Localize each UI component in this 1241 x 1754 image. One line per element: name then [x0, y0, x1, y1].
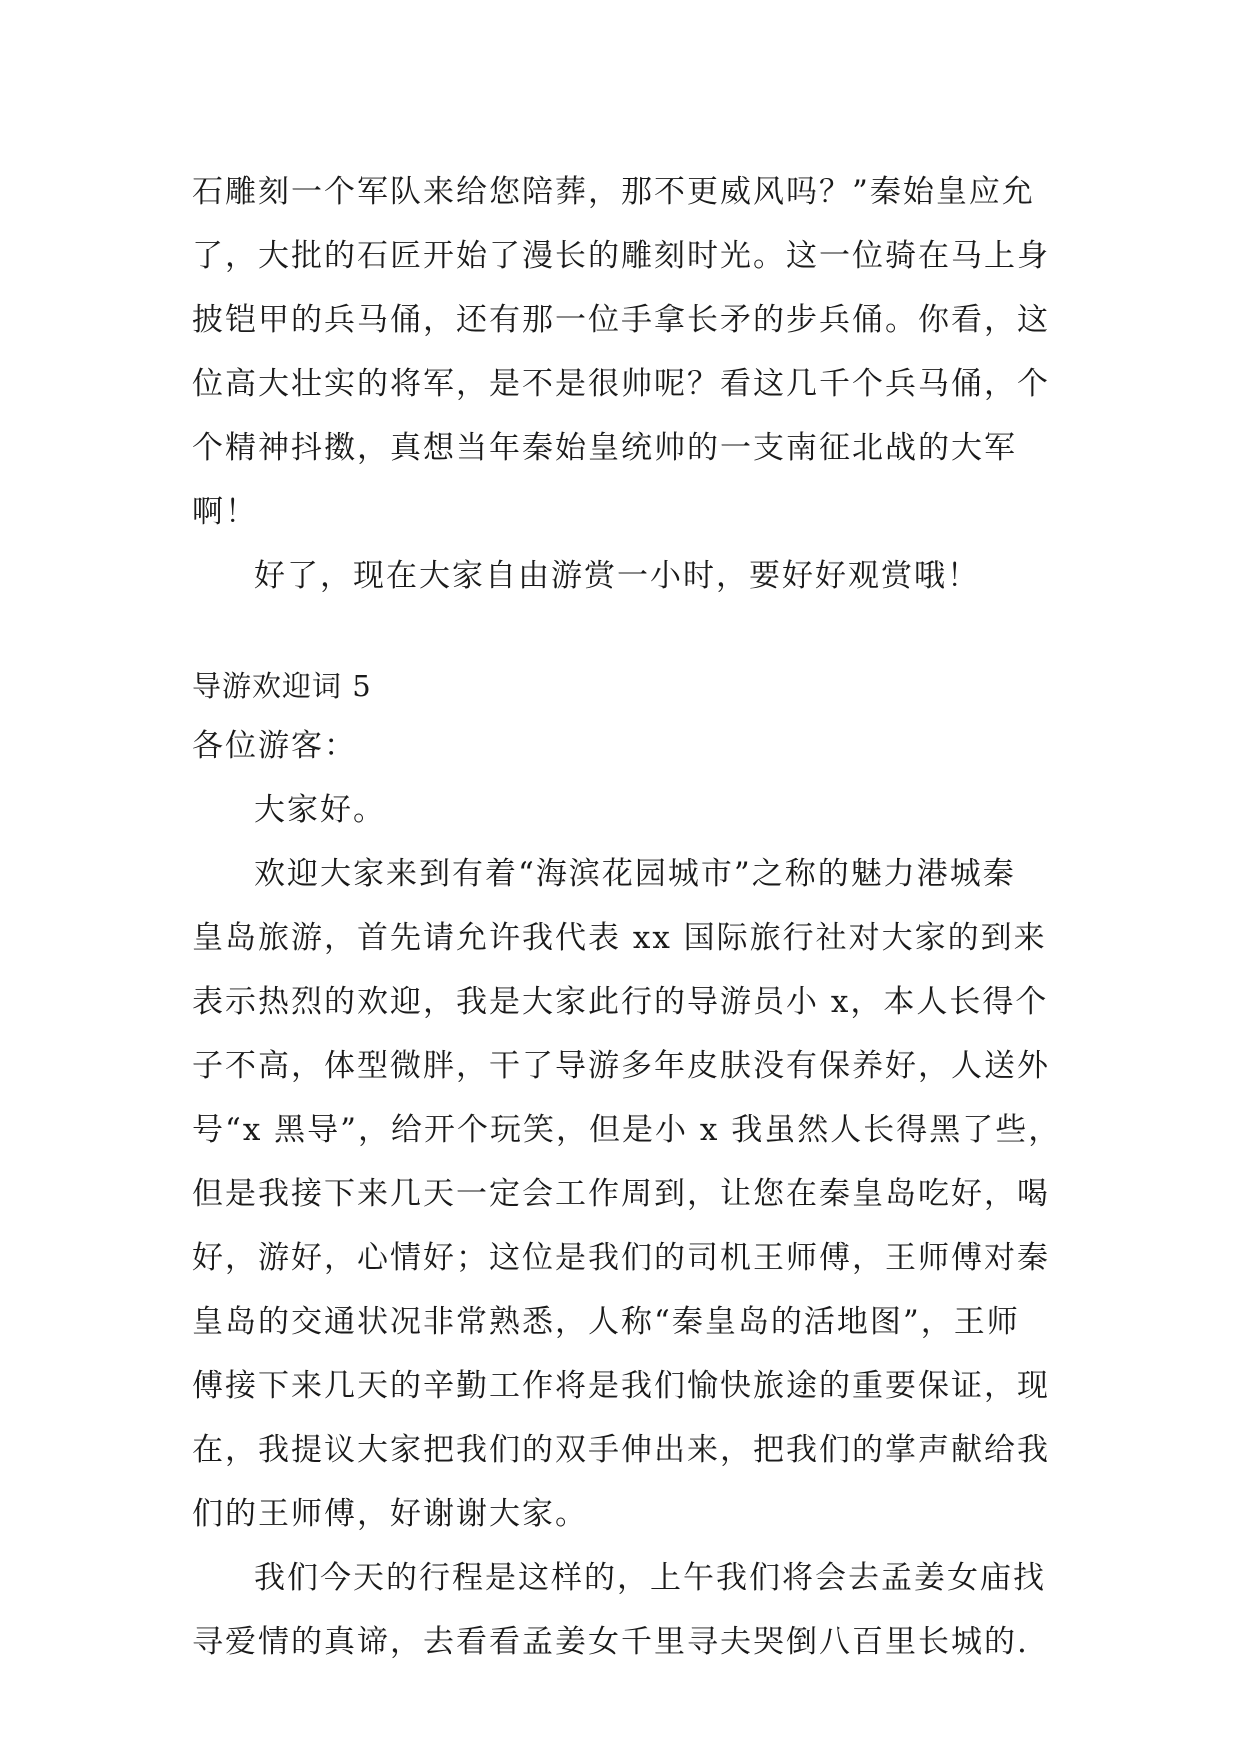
- text-line: 个精神抖擞，真想当年秦始皇统帅的一支南征北战的大军: [192, 430, 1017, 466]
- text-line: 但是我接下来几天一定会工作周到，让您在秦皇岛吃好，喝: [192, 1176, 1050, 1212]
- document-page: [192, 160, 1062, 1674]
- paragraph-itinerary: [192, 1546, 1052, 1674]
- text-line: 了，大批的石匠开始了漫长的雕刻时光。这一位骑在马上身: [192, 238, 1050, 274]
- text-line: 号“x 黑导”，给开个玩笑，但是小 x 我虽然人长得黑了些，: [192, 1112, 1062, 1148]
- text-line: 傅接下来几天的辛勤工作将是我们愉快旅途的重要保证，现: [192, 1368, 1050, 1404]
- section-heading: 导游欢迎词 5: [192, 669, 372, 703]
- text-line: 寻爱情的真谛，去看看孟姜女千里寻夫哭倒八百里长城的.: [192, 1624, 1029, 1660]
- paragraph-welcome: [192, 842, 1062, 1546]
- text-line: 披铠甲的兵马俑，还有那一位手拿长矛的步兵俑。你看，这: [192, 302, 1050, 338]
- text-line: 好，游好，心情好；这位是我们的司机王师傅，王师傅对秦: [192, 1240, 1050, 1276]
- text-line: 石雕刻一个军队来给您陪葬，那不更威风吗？”秦始皇应允: [192, 174, 1035, 210]
- text-line: 欢迎大家来到有着“海滨花园城市”之称的魅力港城秦: [254, 856, 1016, 892]
- text-line: 皇岛旅游，首先请允许我代表 xx 国际旅行社对大家的到来: [192, 920, 1047, 956]
- text-line: 我们今天的行程是这样的，上午我们将会去孟姜女庙找: [254, 1560, 1046, 1596]
- text-line: 们的王师傅，好谢谢大家。: [192, 1496, 588, 1532]
- text-line: 表示热烈的欢迎，我是大家此行的导游员小 x，本人长得个: [192, 984, 1049, 1020]
- text-line: 位高大壮实的将军，是不是很帅呢？看这几千个兵马俑，个: [192, 366, 1050, 402]
- paragraph-terracotta-continued: [192, 160, 1052, 544]
- section-gap: [192, 608, 1052, 654]
- greeting: 大家好。: [254, 792, 386, 828]
- text-line: 皇岛的交通状况非常熟悉，人称“秦皇岛的活地图”，王师: [192, 1304, 1020, 1340]
- text-line: 啊！: [192, 494, 258, 530]
- text-line: 子不高，体型微胖，干了导游多年皮肤没有保养好，人送外: [192, 1048, 1050, 1084]
- text-line: 在，我提议大家把我们的双手伸出来，把我们的掌声献给我: [192, 1432, 1050, 1468]
- salutation: 各位游客：: [192, 728, 357, 764]
- paragraph-free-time: 好了，现在大家自由游赏一小时，要好好观赏哦！: [254, 558, 980, 594]
